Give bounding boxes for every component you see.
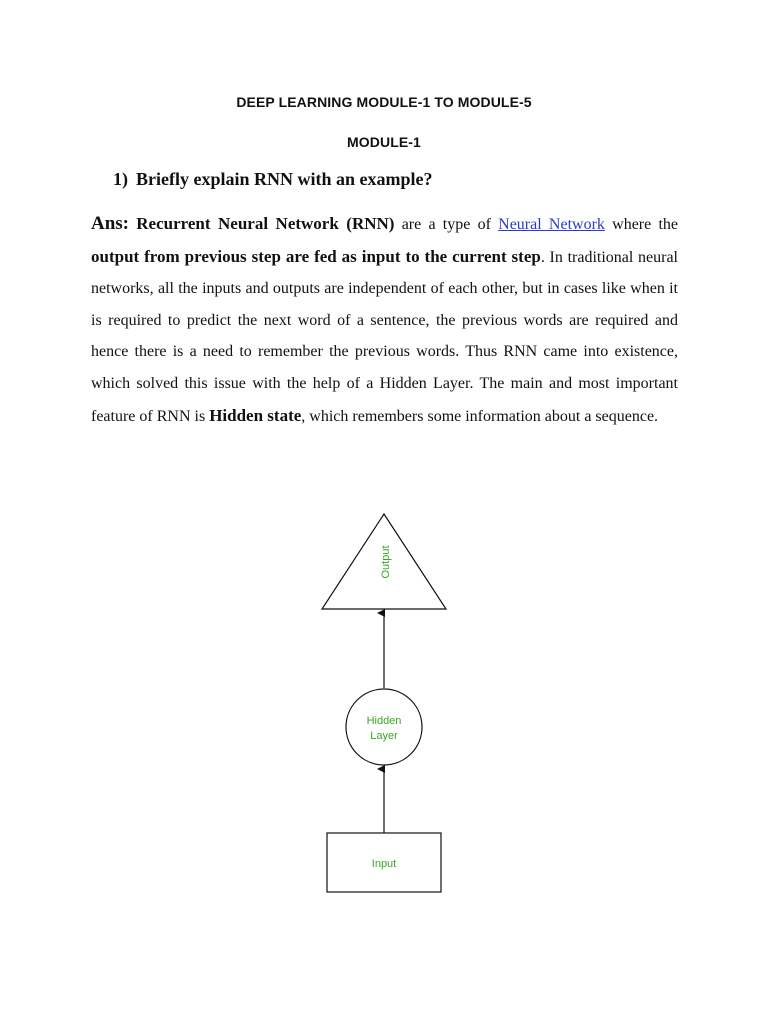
hidden-label-line1: Hidden	[366, 715, 402, 727]
module-heading: MODULE-1	[347, 134, 421, 150]
answer-label: Ans:	[91, 213, 130, 234]
answer-text-4: , which remembers some information about a sequence.	[301, 407, 659, 425]
question-heading	[113, 169, 433, 190]
hidden-state-term: Hidden state	[209, 405, 302, 425]
answer-text-3: . In traditional neural networks, all the inputs and outputs are independent of each other, but in cases like when it is required to predict the next word of a sentence, the previous words are required and hence there is a need to remember the previous words. Thus RNN came into existence, which solved this issue with the help of a Hidden Layer. The main and most important feature of RNN is	[91, 248, 678, 425]
answer-text-2: where the	[604, 216, 679, 233]
rnn-diagram	[0, 500, 768, 920]
hidden-layer-circle	[346, 689, 422, 765]
document-title: DEEP LEARNING MODULE-1 TO MODULE-5	[236, 94, 532, 110]
question-text: Briefly explain RNN with an example?	[136, 169, 433, 189]
output-label: Output	[380, 545, 392, 579]
answer-bold-phrase: output from previous step are fed as input to the current step	[91, 246, 541, 266]
input-label: Input	[371, 858, 397, 870]
neural-network-link[interactable]: Neural Network	[498, 216, 605, 233]
answer-paragraph	[91, 208, 678, 432]
hidden-label-line2: Layer	[370, 730, 398, 742]
answer-text-1: are a type of	[394, 216, 499, 233]
answer-term: Recurrent Neural Network (RNN)	[136, 214, 395, 233]
question-number: 1)	[113, 169, 128, 189]
